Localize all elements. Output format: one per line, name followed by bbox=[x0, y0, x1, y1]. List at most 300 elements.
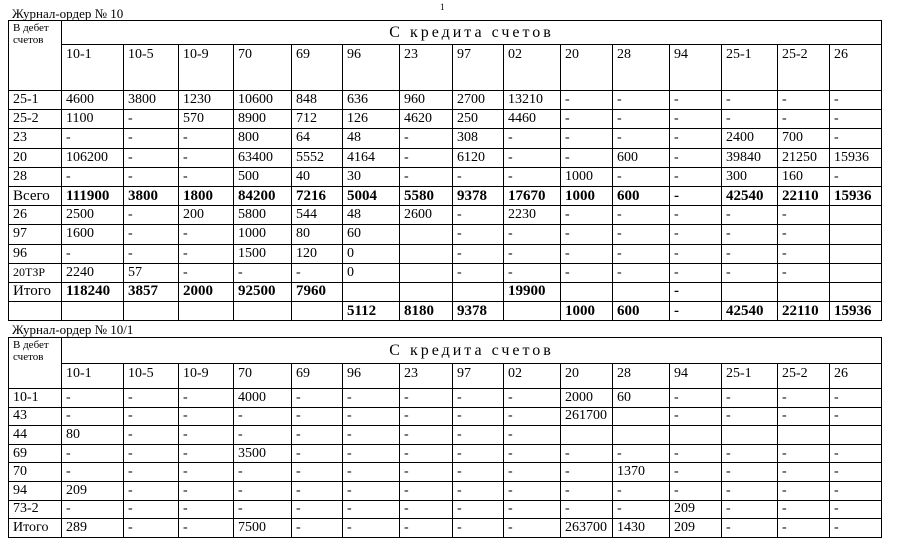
row-label: Итого bbox=[9, 519, 62, 538]
table-cell: - bbox=[234, 463, 292, 482]
table-cell: - bbox=[62, 500, 124, 519]
table-cell: - bbox=[722, 206, 778, 225]
table-cell: - bbox=[292, 444, 343, 463]
table-cell: - bbox=[292, 500, 343, 519]
row-label: 96 bbox=[9, 244, 62, 263]
table-cell bbox=[778, 282, 830, 301]
table-cell: - bbox=[830, 389, 882, 408]
column-header: 70 bbox=[234, 364, 292, 389]
table-cell: - bbox=[453, 463, 504, 482]
table-cell: - bbox=[778, 500, 830, 519]
column-header: 69 bbox=[292, 45, 343, 91]
table-cell: 39840 bbox=[722, 148, 778, 167]
table-cell: 209 bbox=[62, 481, 124, 500]
row-label: 97 bbox=[9, 225, 62, 244]
table-cell: - bbox=[722, 519, 778, 538]
table-cell bbox=[830, 263, 882, 282]
table-cell: 42540 bbox=[722, 186, 778, 205]
table-cell: - bbox=[722, 481, 778, 500]
table-cell: - bbox=[62, 444, 124, 463]
table-cell: 160 bbox=[778, 167, 830, 186]
table-cell: 500 bbox=[234, 167, 292, 186]
table-cell: - bbox=[561, 463, 613, 482]
table-cell: - bbox=[778, 519, 830, 538]
table-cell: - bbox=[504, 225, 561, 244]
table-cell: - bbox=[613, 206, 670, 225]
table-cell: 800 bbox=[234, 129, 292, 148]
table-cell: - bbox=[124, 167, 179, 186]
table-cell: - bbox=[124, 225, 179, 244]
table-cell: - bbox=[124, 519, 179, 538]
table-cell: - bbox=[722, 500, 778, 519]
table-cell: - bbox=[670, 129, 722, 148]
table-cell: - bbox=[124, 500, 179, 519]
table-row bbox=[9, 167, 882, 186]
table-cell: - bbox=[504, 129, 561, 148]
table-cell: - bbox=[453, 389, 504, 408]
table-cell: - bbox=[504, 389, 561, 408]
table-cell: - bbox=[124, 407, 179, 426]
table-cell: 200 bbox=[179, 206, 234, 225]
column-header: 20 bbox=[561, 364, 613, 389]
journal2-title: Журнал-ордер № 10/1 bbox=[12, 322, 134, 337]
table-cell: - bbox=[504, 407, 561, 426]
table-cell: - bbox=[62, 129, 124, 148]
table-row bbox=[9, 426, 882, 445]
table-cell: - bbox=[613, 167, 670, 186]
table-cell bbox=[400, 282, 453, 301]
table-cell: 15936 bbox=[830, 302, 882, 321]
table-cell: - bbox=[343, 444, 400, 463]
table-cell: 600 bbox=[613, 148, 670, 167]
table-cell: 0 bbox=[343, 244, 400, 263]
table-cell: 600 bbox=[613, 302, 670, 321]
column-header: 10-1 bbox=[62, 45, 124, 91]
table-cell: - bbox=[453, 167, 504, 186]
table-cell: - bbox=[830, 444, 882, 463]
table-cell: - bbox=[561, 110, 613, 129]
table-cell: - bbox=[670, 186, 722, 205]
table-row bbox=[9, 407, 882, 426]
table-cell: - bbox=[561, 225, 613, 244]
table-cell: 7216 bbox=[292, 186, 343, 205]
row-label bbox=[9, 302, 62, 321]
table-cell: 2500 bbox=[62, 206, 124, 225]
column-header: 10-5 bbox=[124, 364, 179, 389]
table-cell: - bbox=[613, 481, 670, 500]
table-cell: - bbox=[400, 426, 453, 445]
table-cell: 111900 bbox=[62, 186, 124, 205]
table-cell bbox=[613, 407, 670, 426]
table-row bbox=[9, 463, 882, 482]
column-header: 26 bbox=[830, 45, 882, 91]
table-cell: - bbox=[292, 463, 343, 482]
table-cell: - bbox=[670, 167, 722, 186]
table-cell: - bbox=[179, 463, 234, 482]
table-cell: - bbox=[670, 444, 722, 463]
table-cell: - bbox=[830, 500, 882, 519]
table-cell: - bbox=[179, 407, 234, 426]
table-cell: 2000 bbox=[179, 282, 234, 301]
table-cell: 2600 bbox=[400, 206, 453, 225]
table-cell: 5552 bbox=[292, 148, 343, 167]
column-header: 25-2 bbox=[778, 364, 830, 389]
table-cell: 3800 bbox=[124, 186, 179, 205]
table-cell: - bbox=[400, 519, 453, 538]
table-cell: 1000 bbox=[561, 302, 613, 321]
table-cell: 209 bbox=[670, 519, 722, 538]
table-row bbox=[9, 500, 882, 519]
table-cell: 636 bbox=[343, 91, 400, 110]
table-cell: - bbox=[62, 244, 124, 263]
table-cell: - bbox=[343, 500, 400, 519]
row-label: 73-2 bbox=[9, 500, 62, 519]
column-header: 02 bbox=[504, 45, 561, 91]
table-cell bbox=[778, 426, 830, 445]
column-header: 10-5 bbox=[124, 45, 179, 91]
row-label: 70 bbox=[9, 463, 62, 482]
table-cell: - bbox=[504, 481, 561, 500]
column-header: 26 bbox=[830, 364, 882, 389]
row-label: 26 bbox=[9, 206, 62, 225]
table-cell: 960 bbox=[400, 91, 453, 110]
table-cell: - bbox=[778, 407, 830, 426]
table-cell: - bbox=[613, 444, 670, 463]
table-cell: 263700 bbox=[561, 519, 613, 538]
table-cell: 63400 bbox=[234, 148, 292, 167]
table-cell: 1000 bbox=[561, 186, 613, 205]
column-header: 70 bbox=[234, 45, 292, 91]
table-cell: - bbox=[453, 407, 504, 426]
table-cell: 3800 bbox=[124, 91, 179, 110]
table-cell: - bbox=[670, 407, 722, 426]
credit-header: С кредита счетов bbox=[62, 21, 882, 45]
table-cell: - bbox=[561, 206, 613, 225]
row-label: 28 bbox=[9, 167, 62, 186]
table-cell: - bbox=[670, 282, 722, 301]
table-cell: 2000 bbox=[561, 389, 613, 408]
row-label: 25-1 bbox=[9, 91, 62, 110]
table-cell: 22110 bbox=[778, 186, 830, 205]
table-cell: 1430 bbox=[613, 519, 670, 538]
table-cell: 1370 bbox=[613, 463, 670, 482]
table-cell: 13210 bbox=[504, 91, 561, 110]
table-cell: 106200 bbox=[62, 148, 124, 167]
table-cell: - bbox=[453, 426, 504, 445]
table-cell: - bbox=[453, 225, 504, 244]
table-cell: - bbox=[778, 263, 830, 282]
column-header: 94 bbox=[670, 364, 722, 389]
row-label: Итого bbox=[9, 282, 62, 301]
table-cell bbox=[453, 282, 504, 301]
table-cell: - bbox=[343, 426, 400, 445]
table-cell: - bbox=[778, 463, 830, 482]
table-cell: - bbox=[400, 129, 453, 148]
column-header: 10-9 bbox=[179, 364, 234, 389]
table-cell: - bbox=[504, 444, 561, 463]
table-cell bbox=[830, 426, 882, 445]
page-mark: 1 bbox=[440, 2, 445, 12]
table-cell: 84200 bbox=[234, 186, 292, 205]
column-header: 23 bbox=[400, 364, 453, 389]
table-cell: - bbox=[722, 91, 778, 110]
table-cell: - bbox=[830, 91, 882, 110]
table-cell: - bbox=[722, 263, 778, 282]
column-header: 25-1 bbox=[722, 364, 778, 389]
column-header: 23 bbox=[400, 45, 453, 91]
table-cell: - bbox=[124, 206, 179, 225]
table-cell: 60 bbox=[343, 225, 400, 244]
table-cell: - bbox=[62, 407, 124, 426]
table-cell: 700 bbox=[778, 129, 830, 148]
table-cell: - bbox=[124, 426, 179, 445]
table-cell: - bbox=[670, 481, 722, 500]
table-cell: - bbox=[613, 225, 670, 244]
table-cell: - bbox=[670, 463, 722, 482]
table-row bbox=[9, 110, 882, 129]
table-cell: - bbox=[830, 110, 882, 129]
table-cell bbox=[179, 302, 234, 321]
table-cell: - bbox=[670, 91, 722, 110]
table-cell: 600 bbox=[613, 186, 670, 205]
table-row bbox=[9, 519, 882, 538]
column-header: 97 bbox=[453, 364, 504, 389]
table-row bbox=[9, 225, 882, 244]
table-cell: - bbox=[613, 129, 670, 148]
table-cell: 40 bbox=[292, 167, 343, 186]
table-cell bbox=[504, 302, 561, 321]
table-cell: - bbox=[670, 389, 722, 408]
table-cell: 1000 bbox=[561, 167, 613, 186]
table-cell: - bbox=[830, 407, 882, 426]
row-label: 20ТЗР bbox=[9, 263, 62, 282]
table-cell: 4600 bbox=[62, 91, 124, 110]
table-cell: 3857 bbox=[124, 282, 179, 301]
table-cell: 7960 bbox=[292, 282, 343, 301]
table-row bbox=[9, 282, 882, 301]
row-label: 44 bbox=[9, 426, 62, 445]
table-cell: 19900 bbox=[504, 282, 561, 301]
table-cell: 48 bbox=[343, 206, 400, 225]
table-cell: - bbox=[124, 481, 179, 500]
table-cell: - bbox=[504, 263, 561, 282]
table-cell: - bbox=[124, 110, 179, 129]
table-cell: - bbox=[179, 244, 234, 263]
table-cell: 80 bbox=[62, 426, 124, 445]
table-cell: - bbox=[504, 426, 561, 445]
table-cell: - bbox=[179, 519, 234, 538]
table-cell: - bbox=[179, 129, 234, 148]
table-cell: 7500 bbox=[234, 519, 292, 538]
table-cell: 6120 bbox=[453, 148, 504, 167]
table-cell: - bbox=[179, 500, 234, 519]
table-cell: 5112 bbox=[343, 302, 400, 321]
table-cell: - bbox=[613, 91, 670, 110]
table-row bbox=[9, 91, 882, 110]
table-cell: 4164 bbox=[343, 148, 400, 167]
table-cell: - bbox=[62, 167, 124, 186]
table-cell: - bbox=[778, 389, 830, 408]
column-header: 94 bbox=[670, 45, 722, 91]
table-cell: - bbox=[124, 129, 179, 148]
row-label: Всего bbox=[9, 186, 62, 205]
table-cell: 2700 bbox=[453, 91, 504, 110]
table-cell: - bbox=[453, 244, 504, 263]
table-cell: 1230 bbox=[179, 91, 234, 110]
table-cell bbox=[670, 426, 722, 445]
table-cell: - bbox=[722, 225, 778, 244]
table-cell: - bbox=[400, 167, 453, 186]
table-cell: - bbox=[124, 148, 179, 167]
table-cell: - bbox=[400, 407, 453, 426]
table-cell: 118240 bbox=[62, 282, 124, 301]
table-cell: - bbox=[613, 110, 670, 129]
table-cell: - bbox=[343, 519, 400, 538]
table-cell: - bbox=[400, 481, 453, 500]
table-cell: - bbox=[179, 481, 234, 500]
table-cell: - bbox=[778, 244, 830, 263]
table-cell: 42540 bbox=[722, 302, 778, 321]
table-cell: - bbox=[561, 481, 613, 500]
column-header: 25-2 bbox=[778, 45, 830, 91]
table-cell: - bbox=[561, 263, 613, 282]
column-header: 96 bbox=[343, 45, 400, 91]
table-cell: 92500 bbox=[234, 282, 292, 301]
table-cell: - bbox=[400, 444, 453, 463]
table-cell: - bbox=[830, 167, 882, 186]
table-cell: - bbox=[670, 110, 722, 129]
table-cell: - bbox=[561, 129, 613, 148]
table-cell: 5800 bbox=[234, 206, 292, 225]
table-cell: 4620 bbox=[400, 110, 453, 129]
table-cell: - bbox=[400, 389, 453, 408]
table-row bbox=[9, 389, 882, 408]
table-cell: - bbox=[504, 148, 561, 167]
table-cell: - bbox=[400, 148, 453, 167]
table-cell: 48 bbox=[343, 129, 400, 148]
table-cell bbox=[561, 426, 613, 445]
table-cell: 0 bbox=[343, 263, 400, 282]
table-cell: - bbox=[722, 389, 778, 408]
table-cell: 8180 bbox=[400, 302, 453, 321]
table-cell: 1800 bbox=[179, 186, 234, 205]
table-cell: 2240 bbox=[62, 263, 124, 282]
table-cell: 2400 bbox=[722, 129, 778, 148]
table-cell: 5004 bbox=[343, 186, 400, 205]
table-cell: 9378 bbox=[453, 302, 504, 321]
table-cell: 1600 bbox=[62, 225, 124, 244]
table-cell: 289 bbox=[62, 519, 124, 538]
table-cell: 15936 bbox=[830, 148, 882, 167]
table-cell: 544 bbox=[292, 206, 343, 225]
table-row bbox=[9, 302, 882, 321]
table-cell: 1000 bbox=[234, 225, 292, 244]
table-cell: - bbox=[234, 407, 292, 426]
table-cell: 5580 bbox=[400, 186, 453, 205]
table-cell: - bbox=[124, 444, 179, 463]
table-cell: - bbox=[778, 91, 830, 110]
table-cell: 57 bbox=[124, 263, 179, 282]
table-cell: - bbox=[830, 463, 882, 482]
table-cell: 21250 bbox=[778, 148, 830, 167]
table-cell: - bbox=[453, 481, 504, 500]
table-cell: - bbox=[561, 148, 613, 167]
table-cell: 4000 bbox=[234, 389, 292, 408]
table-cell: 848 bbox=[292, 91, 343, 110]
table-cell bbox=[62, 302, 124, 321]
table-cell: 570 bbox=[179, 110, 234, 129]
table-cell bbox=[400, 244, 453, 263]
table-cell: - bbox=[722, 444, 778, 463]
table-cell: 2230 bbox=[504, 206, 561, 225]
table-cell: 250 bbox=[453, 110, 504, 129]
table-row bbox=[9, 129, 882, 148]
table-cell: - bbox=[561, 500, 613, 519]
table-cell: - bbox=[722, 244, 778, 263]
table-cell bbox=[830, 282, 882, 301]
table-row bbox=[9, 481, 882, 500]
table-row bbox=[9, 206, 882, 225]
table-cell: - bbox=[292, 263, 343, 282]
table-cell: - bbox=[561, 444, 613, 463]
table-cell: - bbox=[400, 500, 453, 519]
row-label: 25-2 bbox=[9, 110, 62, 129]
table-cell: - bbox=[179, 148, 234, 167]
table-row bbox=[9, 444, 882, 463]
table-cell: - bbox=[830, 481, 882, 500]
table-cell: - bbox=[62, 389, 124, 408]
table-cell: 15936 bbox=[830, 186, 882, 205]
table-cell: 1500 bbox=[234, 244, 292, 263]
table-cell: - bbox=[504, 519, 561, 538]
table-row bbox=[9, 263, 882, 282]
table-cell: 300 bbox=[722, 167, 778, 186]
row-label: 10-1 bbox=[9, 389, 62, 408]
table-cell bbox=[613, 426, 670, 445]
table-cell: - bbox=[670, 263, 722, 282]
credit-header: С кредита счетов bbox=[62, 338, 882, 364]
table-cell: - bbox=[343, 389, 400, 408]
table-cell: - bbox=[830, 129, 882, 148]
table-cell: - bbox=[343, 481, 400, 500]
row-label: 94 bbox=[9, 481, 62, 500]
table-cell: - bbox=[62, 463, 124, 482]
table-cell: - bbox=[670, 244, 722, 263]
table-cell: - bbox=[453, 500, 504, 519]
table-cell: - bbox=[504, 463, 561, 482]
column-header: 28 bbox=[613, 364, 670, 389]
column-header: 97 bbox=[453, 45, 504, 91]
debit-header: В дебет счетов bbox=[9, 21, 62, 91]
table-cell: - bbox=[670, 148, 722, 167]
table-cell: - bbox=[504, 167, 561, 186]
table-cell: - bbox=[778, 225, 830, 244]
column-header: 10-1 bbox=[62, 364, 124, 389]
table-cell: 9378 bbox=[453, 186, 504, 205]
table-cell: - bbox=[613, 263, 670, 282]
table-cell: 3500 bbox=[234, 444, 292, 463]
table-cell: 308 bbox=[453, 129, 504, 148]
table-cell bbox=[722, 426, 778, 445]
table-cell: 4460 bbox=[504, 110, 561, 129]
table-row bbox=[9, 148, 882, 167]
table-row bbox=[9, 244, 882, 263]
column-header: 20 bbox=[561, 45, 613, 91]
table-cell: - bbox=[234, 426, 292, 445]
table-cell bbox=[234, 302, 292, 321]
table-cell: - bbox=[292, 481, 343, 500]
table-cell: - bbox=[124, 463, 179, 482]
